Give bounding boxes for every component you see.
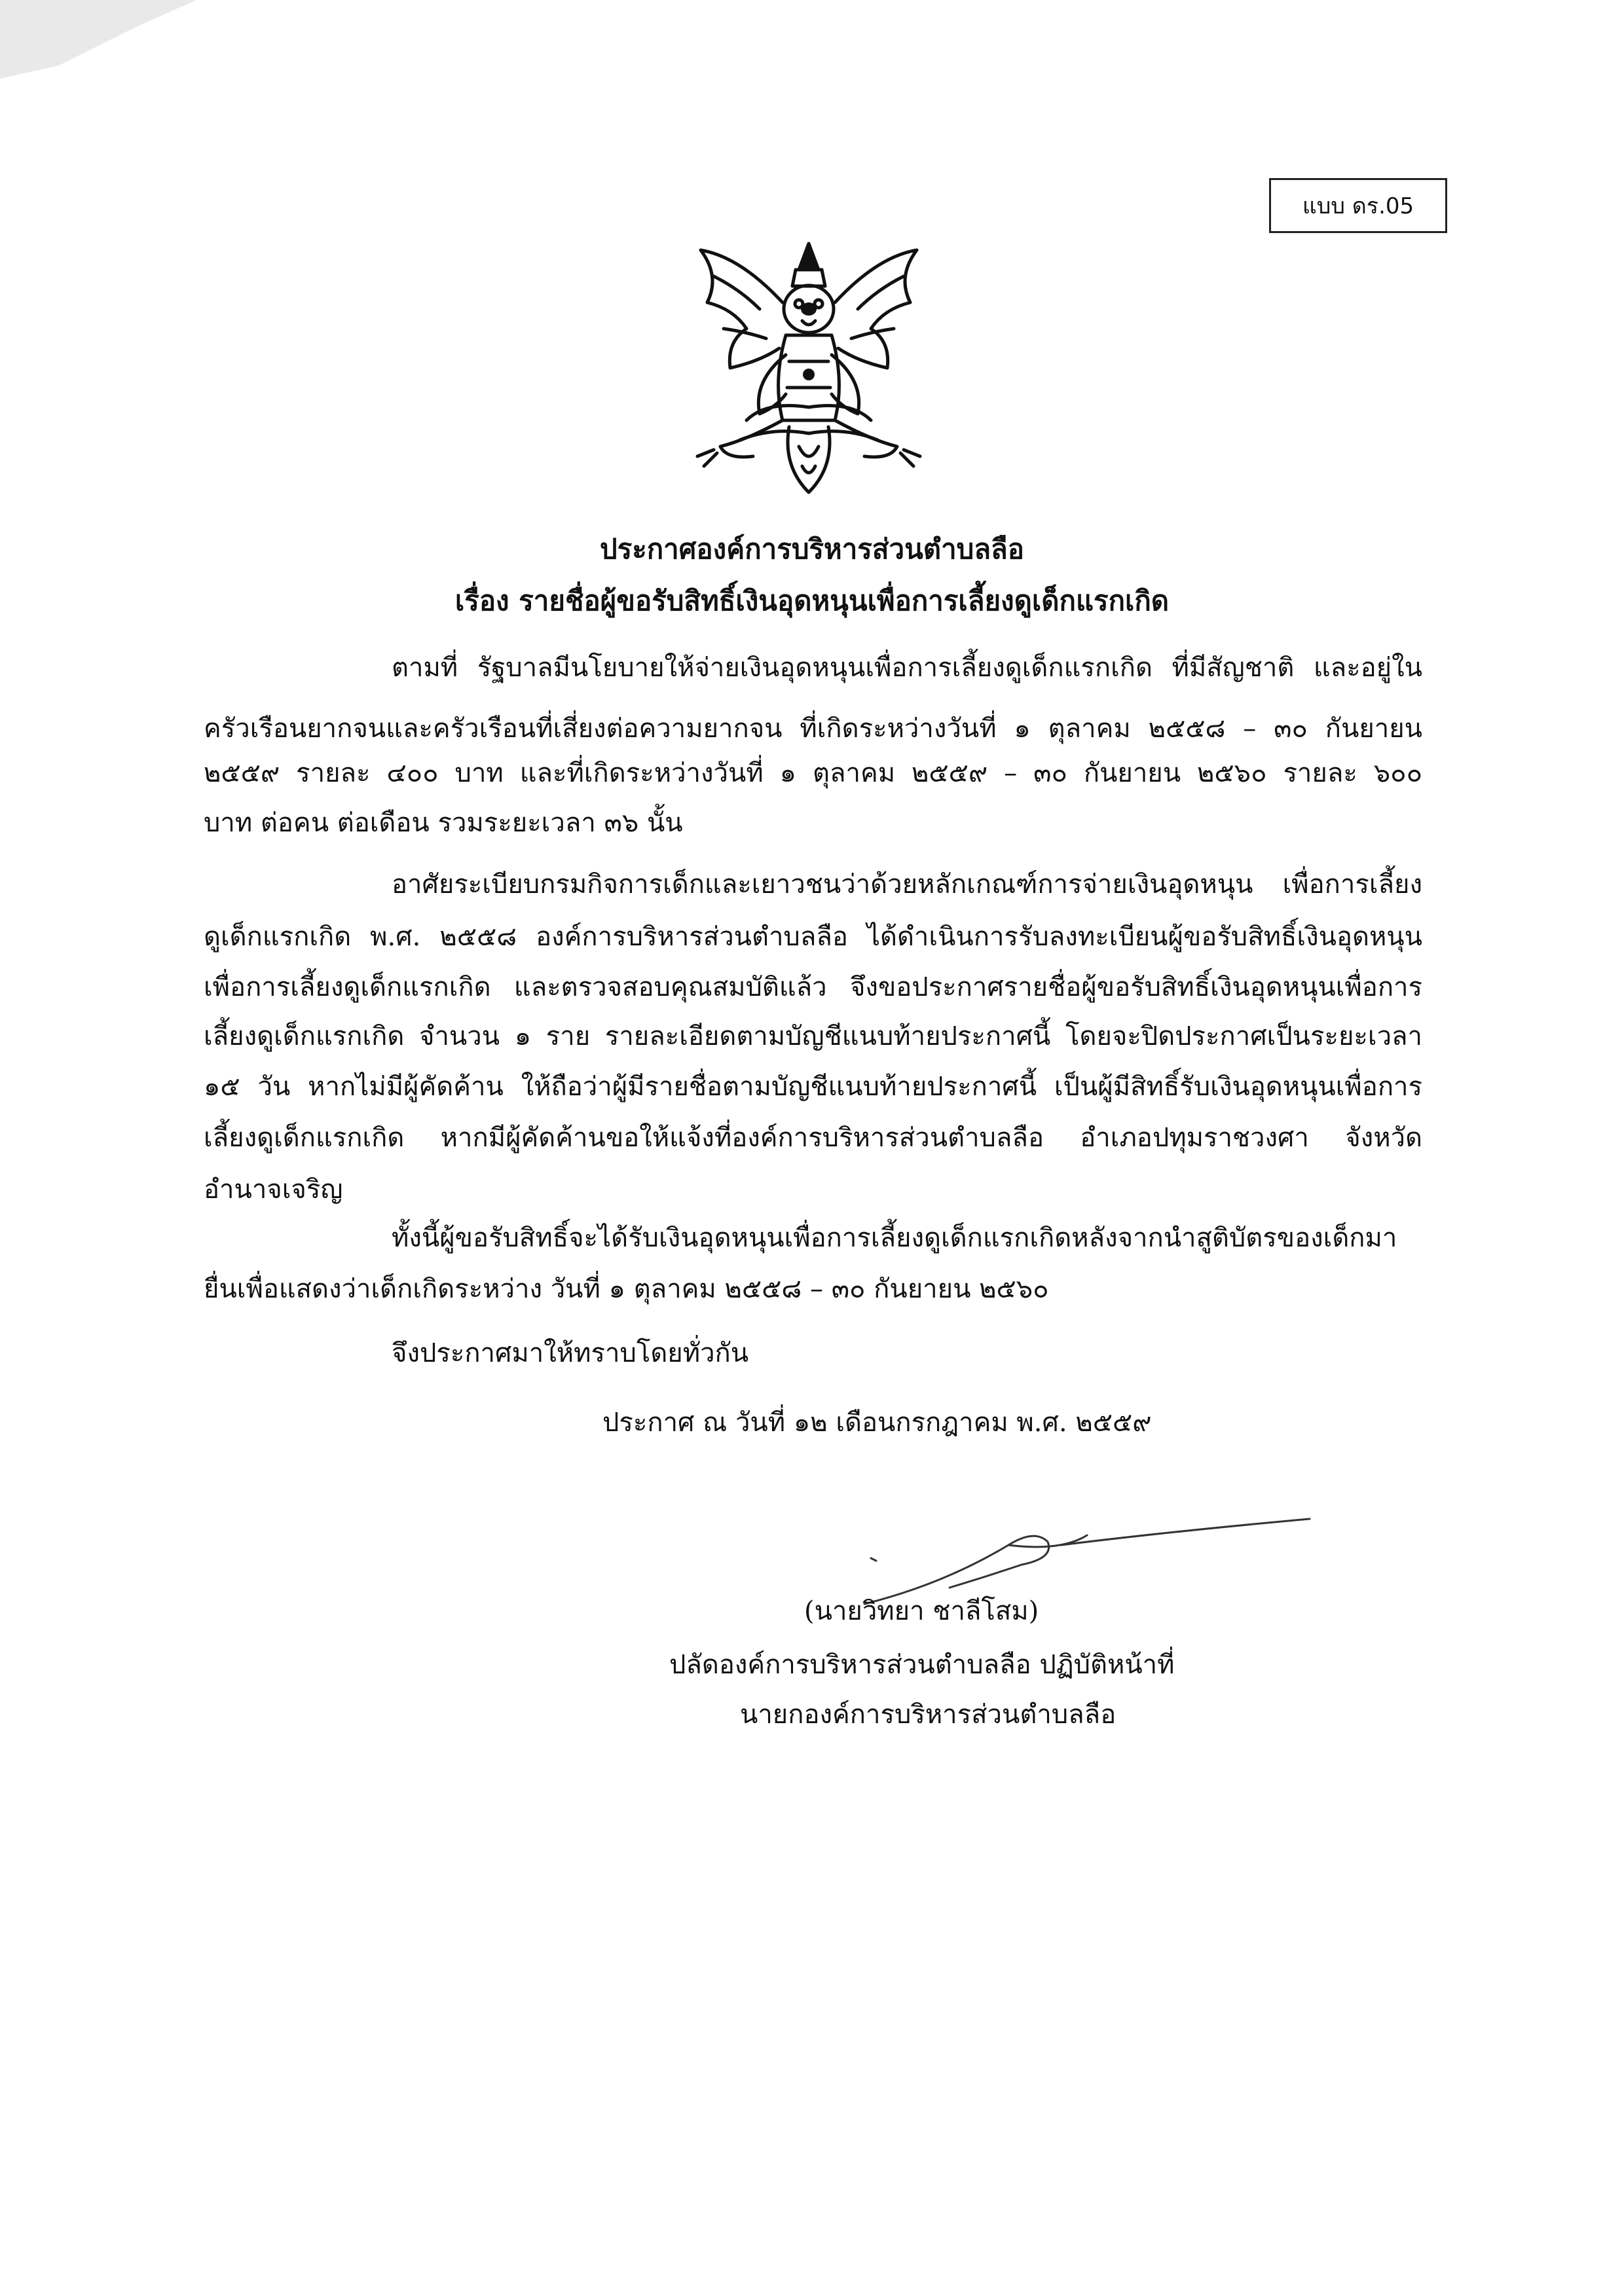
announcement-date: ประกาศ ณ วันที่ ๑๒ เดือนกรกฎาคม พ.ศ. ๒๕๕๙: [602, 1408, 1152, 1438]
form-code: แบบ ดร.05: [1302, 193, 1414, 219]
paragraph-2-line-5: ๑๕ วัน หากไม่มีผู้คัดค้าน ให้ถือว่าผู้มีรายชื่อตามบัญชีแนบท้ายประกาศนี้ เป็นผู้มีสิทธิ์รับเงินอุดหนุนเพื่อการ: [204, 1072, 1422, 1102]
announcement-title: ประกาศองค์การบริหารส่วนตำบลลือ: [599, 533, 1025, 565]
paragraph-2-line-6: เลี้ยงดูเด็กแรกเกิด หากมีผู้คัดค้านขอให้แจ้งที่องค์การบริหารส่วนตำบลลือ อำเภอปทุมราชวงศา จังหวัด: [204, 1123, 1422, 1153]
closing-line: จึงประกาศมาให้ทราบโดยทั่วกัน: [392, 1338, 749, 1368]
paragraph-2-line-4: เลี้ยงดูเด็กแรกเกิด จำนวน ๑ ราย รายละเอียดตามบัญชีแนบท้ายประกาศนี้ โดยจะปิดประกาศเป็นระยะเวลา: [204, 1021, 1422, 1051]
announcement-subject: เรื่อง รายชื่อผู้ขอรับสิทธิ์เงินอุดหนุนเพื่อการเลี้ยงดูเด็กแรกเกิด: [454, 585, 1170, 617]
paragraph-1-line-1: ตามที่ รัฐบาลมีนโยบายให้จ่ายเงินอุดหนุนเพื่อการเลี้ยงดูเด็กแรกเกิด ที่มีสัญชาติ และอยู่ใน: [392, 653, 1422, 683]
signer-title-2: นายกองค์การบริหารส่วนตำบลลือ: [740, 1700, 1116, 1730]
paragraph-2-line-3: เพื่อการเลี้ยงดูเด็กแรกเกิด และตรวจสอบคุณสมบัติแล้ว จึงขอประกาศรายชื่อผู้ขอรับสิทธิ์เงินอุดหนุนเพื่อการ: [204, 972, 1422, 1002]
form-code-box: [1269, 178, 1447, 233]
signer-name: (นายวิทยา ชาลีโสม): [804, 1596, 1039, 1626]
paragraph-1-line-2: ครัวเรือนยากจนและครัวเรือนที่เสี่ยงต่อความยากจน ที่เกิดระหว่างวันที่ ๑ ตุลาคม ๒๕๕๘ – ๓๐ กันยายน: [204, 714, 1422, 744]
scan-edge-shadow: [0, 0, 196, 79]
paragraph-1-line-3: ๒๕๕๙ รายละ ๔๐๐ บาท และที่เกิดระหว่างวันที่ ๑ ตุลาคม ๒๕๕๙ – ๓๐ กันยายน ๒๕๖๐ รายละ ๖๐๐: [204, 758, 1422, 788]
paragraph-1-line-4: บาท ต่อคน ต่อเดือน รวมระยะเวลา ๓๖ นั้น: [204, 808, 683, 838]
paragraph-3-line-2: ยื่นเพื่อแสดงว่าเด็กเกิดระหว่าง วันที่ ๑ ตุลาคม ๒๕๕๘ – ๓๐ กันยายน ๒๕๖๐: [204, 1274, 1049, 1304]
paragraph-2-line-2: ดูเด็กแรกเกิด พ.ศ. ๒๕๕๘ องค์การบริหารส่วนตำบลลือ ได้ดำเนินการรับลงทะเบียนผู้ขอรับสิทธิ์เงินอุดหนุน: [204, 922, 1422, 952]
paragraph-2-line-1: อาศัยระเบียบกรมกิจการเด็กและเยาวชนว่าด้วยหลักเกณฑ์การจ่ายเงินอุดหนุน เพื่อการเลี้ยง: [392, 869, 1422, 900]
signer-title-1: ปลัดองค์การบริหารส่วนตำบลลือ ปฏิบัติหน้าที่: [669, 1650, 1175, 1680]
paragraph-3-line-1: ทั้งนี้ผู้ขอรับสิทธิ์จะได้รับเงินอุดหนุนเพื่อการเลี้ยงดูเด็กแรกเกิดหลังจากนำสูติบัตรของเด็กมา: [392, 1223, 1397, 1253]
garuda-emblem: [668, 230, 950, 505]
paragraph-2-line-7: อำนาจเจริญ: [204, 1175, 343, 1205]
